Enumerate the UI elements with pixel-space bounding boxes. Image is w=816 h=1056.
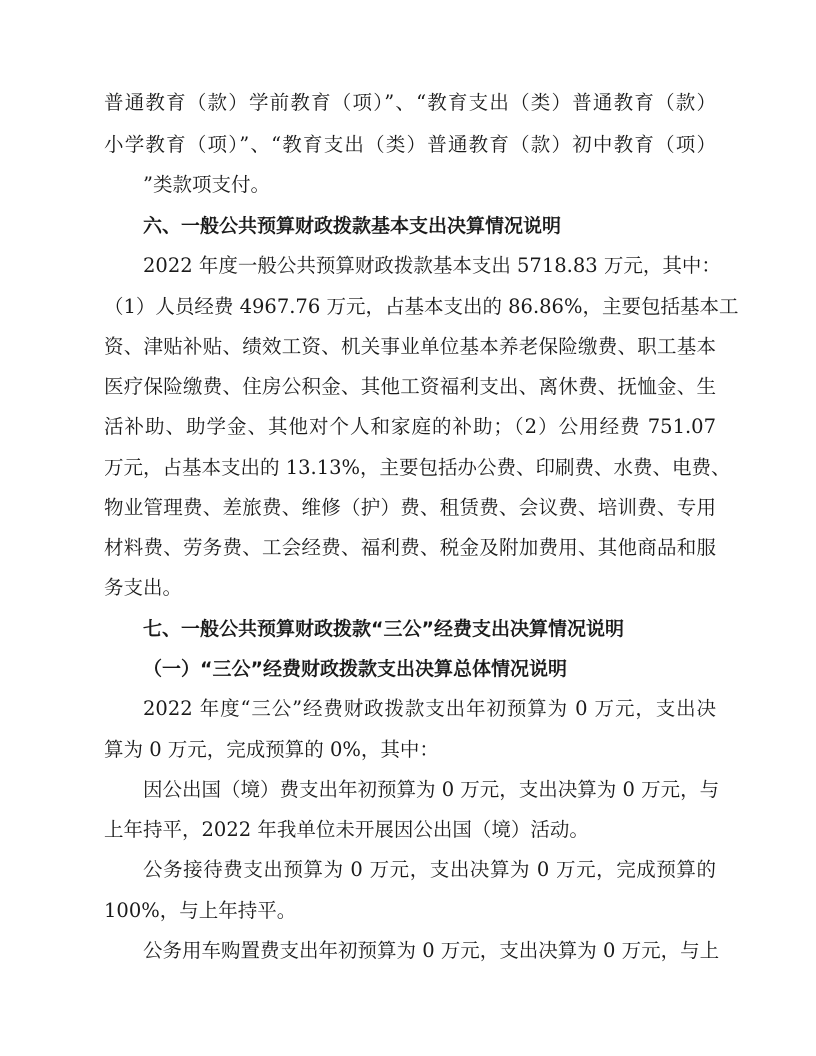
paragraph-line: 公务用车购置费支出年初预算为 0 万元，支出决算为 0 万元，与上 — [143, 939, 720, 962]
paragraph-line: 算为 0 万元，完成预算的 0%，其中： — [104, 738, 439, 761]
paragraph-line: 万元，占基本支出的 13.13%，主要包括办公费、印刷费、水费、电费、 — [104, 456, 731, 479]
paragraph-line: 公务接待费支出预算为 0 万元，支出决算为 0 万元，完成预算的 — [143, 858, 716, 881]
paragraph-line: （1）人员经费 4967.76 万元，占基本支出的 86.86%，主要包括基本工 — [104, 295, 739, 318]
section-heading-7: 七、一般公共预算财政拨款“三公”经费支出决算情况说明 — [143, 618, 624, 640]
paragraph-line: 活补助、助学金、其他对个人和家庭的补助；（2）公用经费 751.07 — [104, 415, 716, 438]
paragraph-line: 100%，与上年持平。 — [104, 899, 297, 922]
paragraph-line: 因公出国（境）费支出年初预算为 0 万元，支出决算为 0 万元，与 — [143, 778, 720, 801]
paragraph-line: 小学教育（项）”、“教育支出（类）普通教育（款）初中教育（项） — [104, 133, 716, 156]
paragraph-line: 资、津贴补贴、绩效工资、机关事业单位基本养老保险缴费、职工基本 — [104, 335, 716, 358]
paragraph-line: ”类款项支付。 — [143, 173, 270, 196]
paragraph-line: 普通教育（款）学前教育（项）”、“教育支出（类）普通教育（款） — [104, 91, 716, 114]
paragraph-line: 材料费、劳务费、工会经费、福利费、税金及附加费用、其他商品和服 — [104, 536, 716, 559]
paragraph-line: 务支出。 — [104, 576, 183, 599]
paragraph-line: 物业管理费、差旅费、维修（护）费、租赁费、会议费、培训费、专用 — [104, 496, 716, 519]
paragraph-line: 上年持平，2022 年我单位未开展因公出国（境）活动。 — [104, 818, 589, 841]
section-heading-6: 六、一般公共预算财政拨款基本支出决算情况说明 — [143, 215, 562, 237]
paragraph-line: 2022 年度一般公共预算财政拨款基本支出 5718.83 万元，其中： — [143, 254, 721, 277]
paragraph-line: 医疗保险缴费、住房公积金、其他工资福利支出、离休费、抚恤金、生 — [104, 375, 716, 398]
subsection-heading-1: （一）“三公”经费财政拨款支出决算总体情况说明 — [143, 658, 567, 680]
paragraph-line: 2022 年度“三公”经费财政拨款支出年初预算为 0 万元，支出决 — [143, 697, 716, 720]
